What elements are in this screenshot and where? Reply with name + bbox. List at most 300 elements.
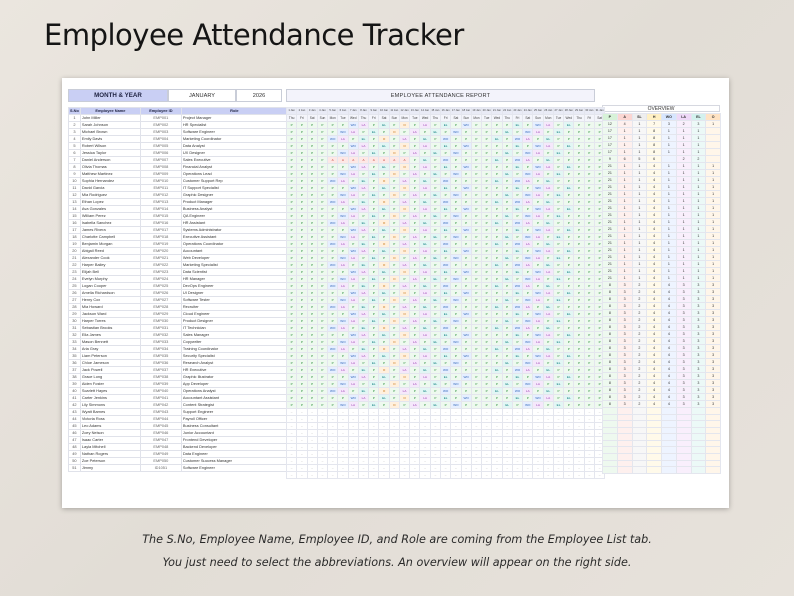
attendance-cell[interactable]: P	[594, 241, 604, 248]
attendance-cell[interactable]: LA	[338, 283, 348, 290]
attendance-cell[interactable]: O	[389, 402, 399, 409]
attendance-cell[interactable]: –	[328, 416, 338, 423]
attendance-cell[interactable]: –	[523, 423, 533, 430]
attendance-cell[interactable]: –	[553, 472, 563, 479]
attendance-cell[interactable]: P	[410, 227, 420, 234]
attendance-cell[interactable]: P	[461, 213, 471, 220]
attendance-cell[interactable]: –	[523, 472, 533, 479]
attendance-cell[interactable]: –	[492, 409, 502, 416]
attendance-cell[interactable]: P	[287, 227, 297, 234]
attendance-cell[interactable]: –	[369, 416, 379, 423]
attendance-cell[interactable]: P	[594, 178, 604, 185]
attendance-cell[interactable]: P	[410, 311, 420, 318]
attendance-cell[interactable]: WO	[328, 346, 338, 353]
attendance-cell[interactable]: P	[584, 241, 594, 248]
attendance-cell[interactable]: EL	[358, 304, 368, 311]
attendance-cell[interactable]: P	[574, 227, 584, 234]
attendance-cell[interactable]: WO	[461, 164, 471, 171]
attendance-cell[interactable]: P	[543, 381, 553, 388]
attendance-cell[interactable]: –	[574, 430, 584, 437]
attendance-cell[interactable]: P	[328, 129, 338, 136]
attendance-cell[interactable]: EL	[430, 402, 440, 409]
attendance-cell[interactable]: EL	[420, 220, 430, 227]
attendance-cell[interactable]: P	[328, 227, 338, 234]
attendance-cell[interactable]: EL	[553, 297, 563, 304]
attendance-cell[interactable]: LA	[420, 185, 430, 192]
attendance-cell[interactable]: EL	[420, 367, 430, 374]
attendance-cell[interactable]: –	[399, 437, 409, 444]
attendance-cell[interactable]: P	[328, 164, 338, 171]
attendance-cell[interactable]: P	[553, 143, 563, 150]
attendance-cell[interactable]: P	[297, 122, 307, 129]
attendance-cell[interactable]: –	[287, 472, 297, 479]
attendance-cell[interactable]: P	[379, 318, 389, 325]
attendance-cell[interactable]: P	[317, 332, 327, 339]
attendance-cell[interactable]: P	[574, 234, 584, 241]
attendance-cell[interactable]: P	[297, 388, 307, 395]
attendance-cell[interactable]: P	[399, 255, 409, 262]
attendance-cell[interactable]: P	[410, 367, 420, 374]
attendance-cell[interactable]: EL	[369, 129, 379, 136]
attendance-cell[interactable]: P	[533, 199, 543, 206]
attendance-cell[interactable]: –	[379, 444, 389, 451]
attendance-cell[interactable]: P	[297, 248, 307, 255]
attendance-cell[interactable]: P	[451, 143, 461, 150]
attendance-cell[interactable]: WO	[461, 332, 471, 339]
attendance-cell[interactable]: P	[512, 150, 522, 157]
attendance-cell[interactable]: –	[358, 409, 368, 416]
attendance-cell[interactable]: P	[574, 129, 584, 136]
attendance-cell[interactable]: P	[574, 318, 584, 325]
attendance-cell[interactable]: O	[389, 129, 399, 136]
attendance-cell[interactable]: –	[574, 423, 584, 430]
attendance-cell[interactable]: P	[512, 171, 522, 178]
attendance-cell[interactable]: P	[574, 283, 584, 290]
attendance-cell[interactable]: LA	[533, 255, 543, 262]
attendance-cell[interactable]: P	[297, 346, 307, 353]
attendance-cell[interactable]: P	[389, 346, 399, 353]
attendance-cell[interactable]: P	[307, 346, 317, 353]
attendance-cell[interactable]: P	[287, 269, 297, 276]
attendance-cell[interactable]: P	[287, 178, 297, 185]
attendance-cell[interactable]: –	[461, 437, 471, 444]
attendance-cell[interactable]: P	[461, 388, 471, 395]
attendance-cell[interactable]: –	[297, 430, 307, 437]
attendance-cell[interactable]: P	[328, 339, 338, 346]
attendance-cell[interactable]: P	[307, 388, 317, 395]
attendance-cell[interactable]: EL	[553, 276, 563, 283]
attendance-cell[interactable]: P	[430, 395, 440, 402]
attendance-cell[interactable]: P	[317, 395, 327, 402]
attendance-cell[interactable]: O	[389, 171, 399, 178]
attendance-cell[interactable]: O	[399, 353, 409, 360]
attendance-cell[interactable]: P	[461, 199, 471, 206]
attendance-cell[interactable]: P	[564, 304, 574, 311]
attendance-cell[interactable]: WO	[451, 402, 461, 409]
attendance-cell[interactable]: –	[348, 465, 358, 472]
attendance-cell[interactable]: EL	[492, 304, 502, 311]
attendance-cell[interactable]: P	[471, 346, 481, 353]
attendance-cell[interactable]: –	[410, 451, 420, 458]
attendance-cell[interactable]: EL	[492, 346, 502, 353]
attendance-cell[interactable]: P	[317, 346, 327, 353]
attendance-cell[interactable]: O	[379, 178, 389, 185]
attendance-cell[interactable]: LA	[523, 262, 533, 269]
attendance-cell[interactable]: P	[584, 360, 594, 367]
attendance-cell[interactable]: –	[287, 416, 297, 423]
attendance-cell[interactable]: P	[451, 157, 461, 164]
attendance-cell[interactable]: P	[451, 311, 461, 318]
attendance-cell[interactable]: –	[594, 409, 604, 416]
attendance-cell[interactable]: P	[451, 164, 461, 171]
attendance-cell[interactable]: P	[471, 402, 481, 409]
attendance-cell[interactable]: –	[512, 458, 522, 465]
attendance-cell[interactable]: WO	[461, 269, 471, 276]
attendance-cell[interactable]: EL	[502, 297, 512, 304]
attendance-cell[interactable]: LA	[410, 192, 420, 199]
attendance-cell[interactable]: LA	[410, 339, 420, 346]
attendance-cell[interactable]: P	[564, 325, 574, 332]
attendance-cell[interactable]: P	[574, 339, 584, 346]
attendance-cell[interactable]: EL	[564, 374, 574, 381]
attendance-cell[interactable]: LA	[348, 234, 358, 241]
attendance-cell[interactable]: –	[410, 423, 420, 430]
attendance-cell[interactable]: –	[379, 416, 389, 423]
attendance-cell[interactable]: P	[502, 143, 512, 150]
attendance-cell[interactable]: P	[451, 248, 461, 255]
attendance-cell[interactable]: P	[482, 290, 492, 297]
attendance-cell[interactable]: EL	[564, 290, 574, 297]
attendance-cell[interactable]: P	[502, 136, 512, 143]
attendance-cell[interactable]: EL	[379, 332, 389, 339]
attendance-cell[interactable]: P	[502, 178, 512, 185]
attendance-cell[interactable]: LA	[533, 402, 543, 409]
attendance-cell[interactable]: P	[471, 157, 481, 164]
attendance-cell[interactable]: P	[502, 227, 512, 234]
attendance-cell[interactable]: –	[328, 423, 338, 430]
attendance-cell[interactable]: –	[369, 409, 379, 416]
attendance-cell[interactable]: –	[410, 409, 420, 416]
attendance-cell[interactable]: P	[358, 129, 368, 136]
attendance-cell[interactable]: LA	[348, 318, 358, 325]
attendance-cell[interactable]: LA	[399, 199, 409, 206]
attendance-cell[interactable]: P	[564, 388, 574, 395]
attendance-cell[interactable]: P	[287, 206, 297, 213]
attendance-cell[interactable]: –	[307, 416, 317, 423]
attendance-cell[interactable]: P	[553, 220, 563, 227]
attendance-cell[interactable]: P	[389, 185, 399, 192]
attendance-cell[interactable]: WO	[533, 353, 543, 360]
attendance-cell[interactable]: P	[523, 227, 533, 234]
attendance-cell[interactable]: LA	[523, 199, 533, 206]
attendance-cell[interactable]: –	[338, 423, 348, 430]
attendance-cell[interactable]: P	[410, 395, 420, 402]
attendance-cell[interactable]: P	[574, 213, 584, 220]
attendance-cell[interactable]: P	[523, 248, 533, 255]
attendance-cell[interactable]: P	[410, 199, 420, 206]
attendance-cell[interactable]: LA	[523, 367, 533, 374]
attendance-cell[interactable]: EL	[564, 185, 574, 192]
attendance-cell[interactable]: –	[440, 451, 450, 458]
attendance-cell[interactable]: P	[430, 388, 440, 395]
attendance-cell[interactable]: EL	[369, 297, 379, 304]
attendance-cell[interactable]: P	[594, 269, 604, 276]
attendance-cell[interactable]: WO	[348, 185, 358, 192]
attendance-cell[interactable]: P	[574, 311, 584, 318]
attendance-cell[interactable]: P	[553, 388, 563, 395]
attendance-cell[interactable]: P	[502, 185, 512, 192]
attendance-cell[interactable]: P	[297, 332, 307, 339]
attendance-cell[interactable]: P	[492, 171, 502, 178]
attendance-cell[interactable]: LA	[410, 129, 420, 136]
attendance-cell[interactable]: P	[379, 234, 389, 241]
attendance-cell[interactable]: EL	[430, 339, 440, 346]
attendance-cell[interactable]: P	[594, 150, 604, 157]
attendance-cell[interactable]: P	[369, 290, 379, 297]
attendance-cell[interactable]: P	[492, 227, 502, 234]
attendance-cell[interactable]: WO	[328, 367, 338, 374]
attendance-cell[interactable]: LA	[399, 283, 409, 290]
attendance-cell[interactable]: P	[553, 206, 563, 213]
attendance-cell[interactable]: LA	[410, 381, 420, 388]
attendance-cell[interactable]: P	[451, 332, 461, 339]
attendance-cell[interactable]: LA	[420, 374, 430, 381]
attendance-cell[interactable]: P	[523, 122, 533, 129]
attendance-cell[interactable]: P	[317, 388, 327, 395]
attendance-cell[interactable]: P	[451, 367, 461, 374]
attendance-cell[interactable]: WO	[451, 213, 461, 220]
attendance-cell[interactable]: P	[594, 318, 604, 325]
attendance-cell[interactable]: EL	[543, 199, 553, 206]
attendance-cell[interactable]: P	[440, 255, 450, 262]
attendance-cell[interactable]: P	[369, 346, 379, 353]
attendance-cell[interactable]: EL	[420, 346, 430, 353]
attendance-cell[interactable]: –	[594, 451, 604, 458]
attendance-cell[interactable]: P	[471, 353, 481, 360]
attendance-cell[interactable]: LA	[338, 241, 348, 248]
attendance-cell[interactable]: P	[564, 199, 574, 206]
attendance-cell[interactable]: P	[420, 213, 430, 220]
attendance-cell[interactable]: P	[482, 122, 492, 129]
attendance-cell[interactable]: EL	[430, 360, 440, 367]
attendance-cell[interactable]: EL	[440, 332, 450, 339]
attendance-cell[interactable]: –	[399, 444, 409, 451]
attendance-cell[interactable]: LA	[420, 311, 430, 318]
attendance-cell[interactable]: P	[594, 262, 604, 269]
attendance-cell[interactable]: –	[564, 430, 574, 437]
attendance-cell[interactable]: P	[471, 206, 481, 213]
attendance-cell[interactable]: P	[358, 255, 368, 262]
attendance-cell[interactable]: EL	[492, 262, 502, 269]
attendance-cell[interactable]: P	[594, 192, 604, 199]
attendance-cell[interactable]: –	[328, 430, 338, 437]
attendance-cell[interactable]: –	[482, 430, 492, 437]
attendance-cell[interactable]: P	[461, 367, 471, 374]
attendance-cell[interactable]: P	[482, 143, 492, 150]
attendance-cell[interactable]: LA	[543, 185, 553, 192]
attendance-cell[interactable]: –	[369, 423, 379, 430]
attendance-cell[interactable]: –	[307, 437, 317, 444]
attendance-cell[interactable]: P	[584, 199, 594, 206]
attendance-cell[interactable]: –	[543, 430, 553, 437]
attendance-cell[interactable]: P	[307, 318, 317, 325]
attendance-cell[interactable]: P	[533, 388, 543, 395]
attendance-cell[interactable]: P	[338, 374, 348, 381]
attendance-cell[interactable]: LA	[543, 164, 553, 171]
attendance-cell[interactable]: EL	[369, 360, 379, 367]
attendance-cell[interactable]: EL	[502, 213, 512, 220]
attendance-cell[interactable]: EL	[420, 283, 430, 290]
attendance-cell[interactable]: –	[574, 416, 584, 423]
attendance-cell[interactable]: EL	[512, 164, 522, 171]
attendance-cell[interactable]: P	[420, 381, 430, 388]
attendance-cell[interactable]: P	[471, 227, 481, 234]
attendance-cell[interactable]: P	[317, 325, 327, 332]
attendance-cell[interactable]: LA	[358, 269, 368, 276]
attendance-cell[interactable]: WO	[348, 248, 358, 255]
attendance-cell[interactable]: WO	[461, 227, 471, 234]
attendance-cell[interactable]: LA	[543, 227, 553, 234]
attendance-cell[interactable]: P	[502, 262, 512, 269]
attendance-cell[interactable]: –	[430, 465, 440, 472]
attendance-cell[interactable]: –	[574, 437, 584, 444]
attendance-cell[interactable]: P	[502, 283, 512, 290]
attendance-cell[interactable]: P	[523, 164, 533, 171]
attendance-cell[interactable]: WO	[533, 395, 543, 402]
attendance-cell[interactable]: A	[358, 157, 368, 164]
attendance-cell[interactable]: P	[410, 262, 420, 269]
attendance-cell[interactable]: P	[461, 262, 471, 269]
attendance-cell[interactable]: P	[317, 311, 327, 318]
attendance-cell[interactable]: –	[410, 472, 420, 479]
attendance-cell[interactable]: P	[461, 255, 471, 262]
attendance-cell[interactable]: P	[482, 318, 492, 325]
attendance-cell[interactable]: P	[482, 402, 492, 409]
attendance-cell[interactable]: P	[379, 255, 389, 262]
attendance-cell[interactable]: P	[379, 360, 389, 367]
attendance-cell[interactable]: P	[492, 290, 502, 297]
attendance-cell[interactable]: P	[307, 395, 317, 402]
attendance-cell[interactable]: P	[307, 311, 317, 318]
attendance-cell[interactable]: WO	[328, 178, 338, 185]
attendance-cell[interactable]: P	[287, 122, 297, 129]
attendance-cell[interactable]: –	[389, 451, 399, 458]
attendance-cell[interactable]: P	[574, 388, 584, 395]
attendance-cell[interactable]: P	[287, 248, 297, 255]
attendance-cell[interactable]: LA	[399, 136, 409, 143]
attendance-cell[interactable]: P	[287, 402, 297, 409]
attendance-cell[interactable]: –	[389, 409, 399, 416]
attendance-cell[interactable]: EL	[379, 311, 389, 318]
attendance-cell[interactable]: P	[461, 381, 471, 388]
attendance-cell[interactable]: EL	[440, 122, 450, 129]
attendance-cell[interactable]: –	[451, 458, 461, 465]
attendance-cell[interactable]: P	[297, 227, 307, 234]
attendance-cell[interactable]: P	[451, 122, 461, 129]
attendance-cell[interactable]: O	[389, 360, 399, 367]
attendance-cell[interactable]: –	[461, 409, 471, 416]
attendance-cell[interactable]: P	[307, 297, 317, 304]
attendance-cell[interactable]: P	[297, 374, 307, 381]
attendance-cell[interactable]: P	[338, 164, 348, 171]
attendance-cell[interactable]: –	[317, 444, 327, 451]
attendance-cell[interactable]: –	[564, 444, 574, 451]
attendance-cell[interactable]: P	[287, 325, 297, 332]
attendance-cell[interactable]: WO	[523, 402, 533, 409]
attendance-cell[interactable]: P	[297, 325, 307, 332]
attendance-cell[interactable]: P	[389, 227, 399, 234]
attendance-cell[interactable]: P	[317, 157, 327, 164]
attendance-cell[interactable]: –	[533, 416, 543, 423]
attendance-cell[interactable]: P	[297, 339, 307, 346]
attendance-cell[interactable]: O	[399, 269, 409, 276]
attendance-cell[interactable]: EL	[512, 227, 522, 234]
attendance-cell[interactable]: LA	[410, 318, 420, 325]
attendance-cell[interactable]: P	[399, 297, 409, 304]
attendance-cell[interactable]: WO	[348, 374, 358, 381]
attendance-cell[interactable]: P	[451, 227, 461, 234]
attendance-cell[interactable]: P	[430, 241, 440, 248]
attendance-cell[interactable]: P	[317, 297, 327, 304]
attendance-cell[interactable]: P	[523, 374, 533, 381]
attendance-cell[interactable]: P	[482, 381, 492, 388]
attendance-cell[interactable]: P	[594, 129, 604, 136]
attendance-cell[interactable]: P	[471, 192, 481, 199]
attendance-cell[interactable]: –	[492, 451, 502, 458]
attendance-cell[interactable]: P	[287, 290, 297, 297]
attendance-cell[interactable]: P	[564, 297, 574, 304]
attendance-cell[interactable]: –	[451, 437, 461, 444]
attendance-cell[interactable]: EL	[430, 171, 440, 178]
attendance-cell[interactable]: P	[420, 276, 430, 283]
attendance-cell[interactable]: –	[379, 437, 389, 444]
attendance-cell[interactable]: P	[594, 164, 604, 171]
attendance-cell[interactable]: –	[553, 423, 563, 430]
attendance-cell[interactable]: P	[358, 297, 368, 304]
attendance-cell[interactable]: WO	[338, 297, 348, 304]
attendance-cell[interactable]: P	[574, 381, 584, 388]
attendance-cell[interactable]: P	[328, 318, 338, 325]
attendance-cell[interactable]: P	[348, 325, 358, 332]
attendance-cell[interactable]: P	[338, 395, 348, 402]
attendance-cell[interactable]: P	[328, 381, 338, 388]
attendance-cell[interactable]: –	[317, 430, 327, 437]
attendance-cell[interactable]: P	[307, 206, 317, 213]
attendance-cell[interactable]: EL	[440, 311, 450, 318]
attendance-cell[interactable]: P	[492, 381, 502, 388]
attendance-cell[interactable]: –	[543, 416, 553, 423]
attendance-cell[interactable]: WO	[328, 304, 338, 311]
attendance-cell[interactable]: P	[482, 388, 492, 395]
attendance-cell[interactable]: EL	[379, 164, 389, 171]
attendance-cell[interactable]: EL	[512, 248, 522, 255]
attendance-cell[interactable]: P	[317, 290, 327, 297]
attendance-cell[interactable]: WO	[523, 150, 533, 157]
attendance-cell[interactable]: –	[348, 458, 358, 465]
attendance-cell[interactable]: –	[399, 458, 409, 465]
attendance-cell[interactable]: P	[492, 311, 502, 318]
attendance-cell[interactable]: LA	[348, 171, 358, 178]
attendance-cell[interactable]: P	[287, 353, 297, 360]
attendance-cell[interactable]: P	[297, 395, 307, 402]
attendance-cell[interactable]: P	[574, 185, 584, 192]
attendance-cell[interactable]: O	[399, 248, 409, 255]
attendance-cell[interactable]: –	[564, 472, 574, 479]
attendance-cell[interactable]: O	[399, 143, 409, 150]
attendance-cell[interactable]: P	[584, 304, 594, 311]
attendance-cell[interactable]: WO	[461, 353, 471, 360]
attendance-cell[interactable]: EL	[492, 241, 502, 248]
